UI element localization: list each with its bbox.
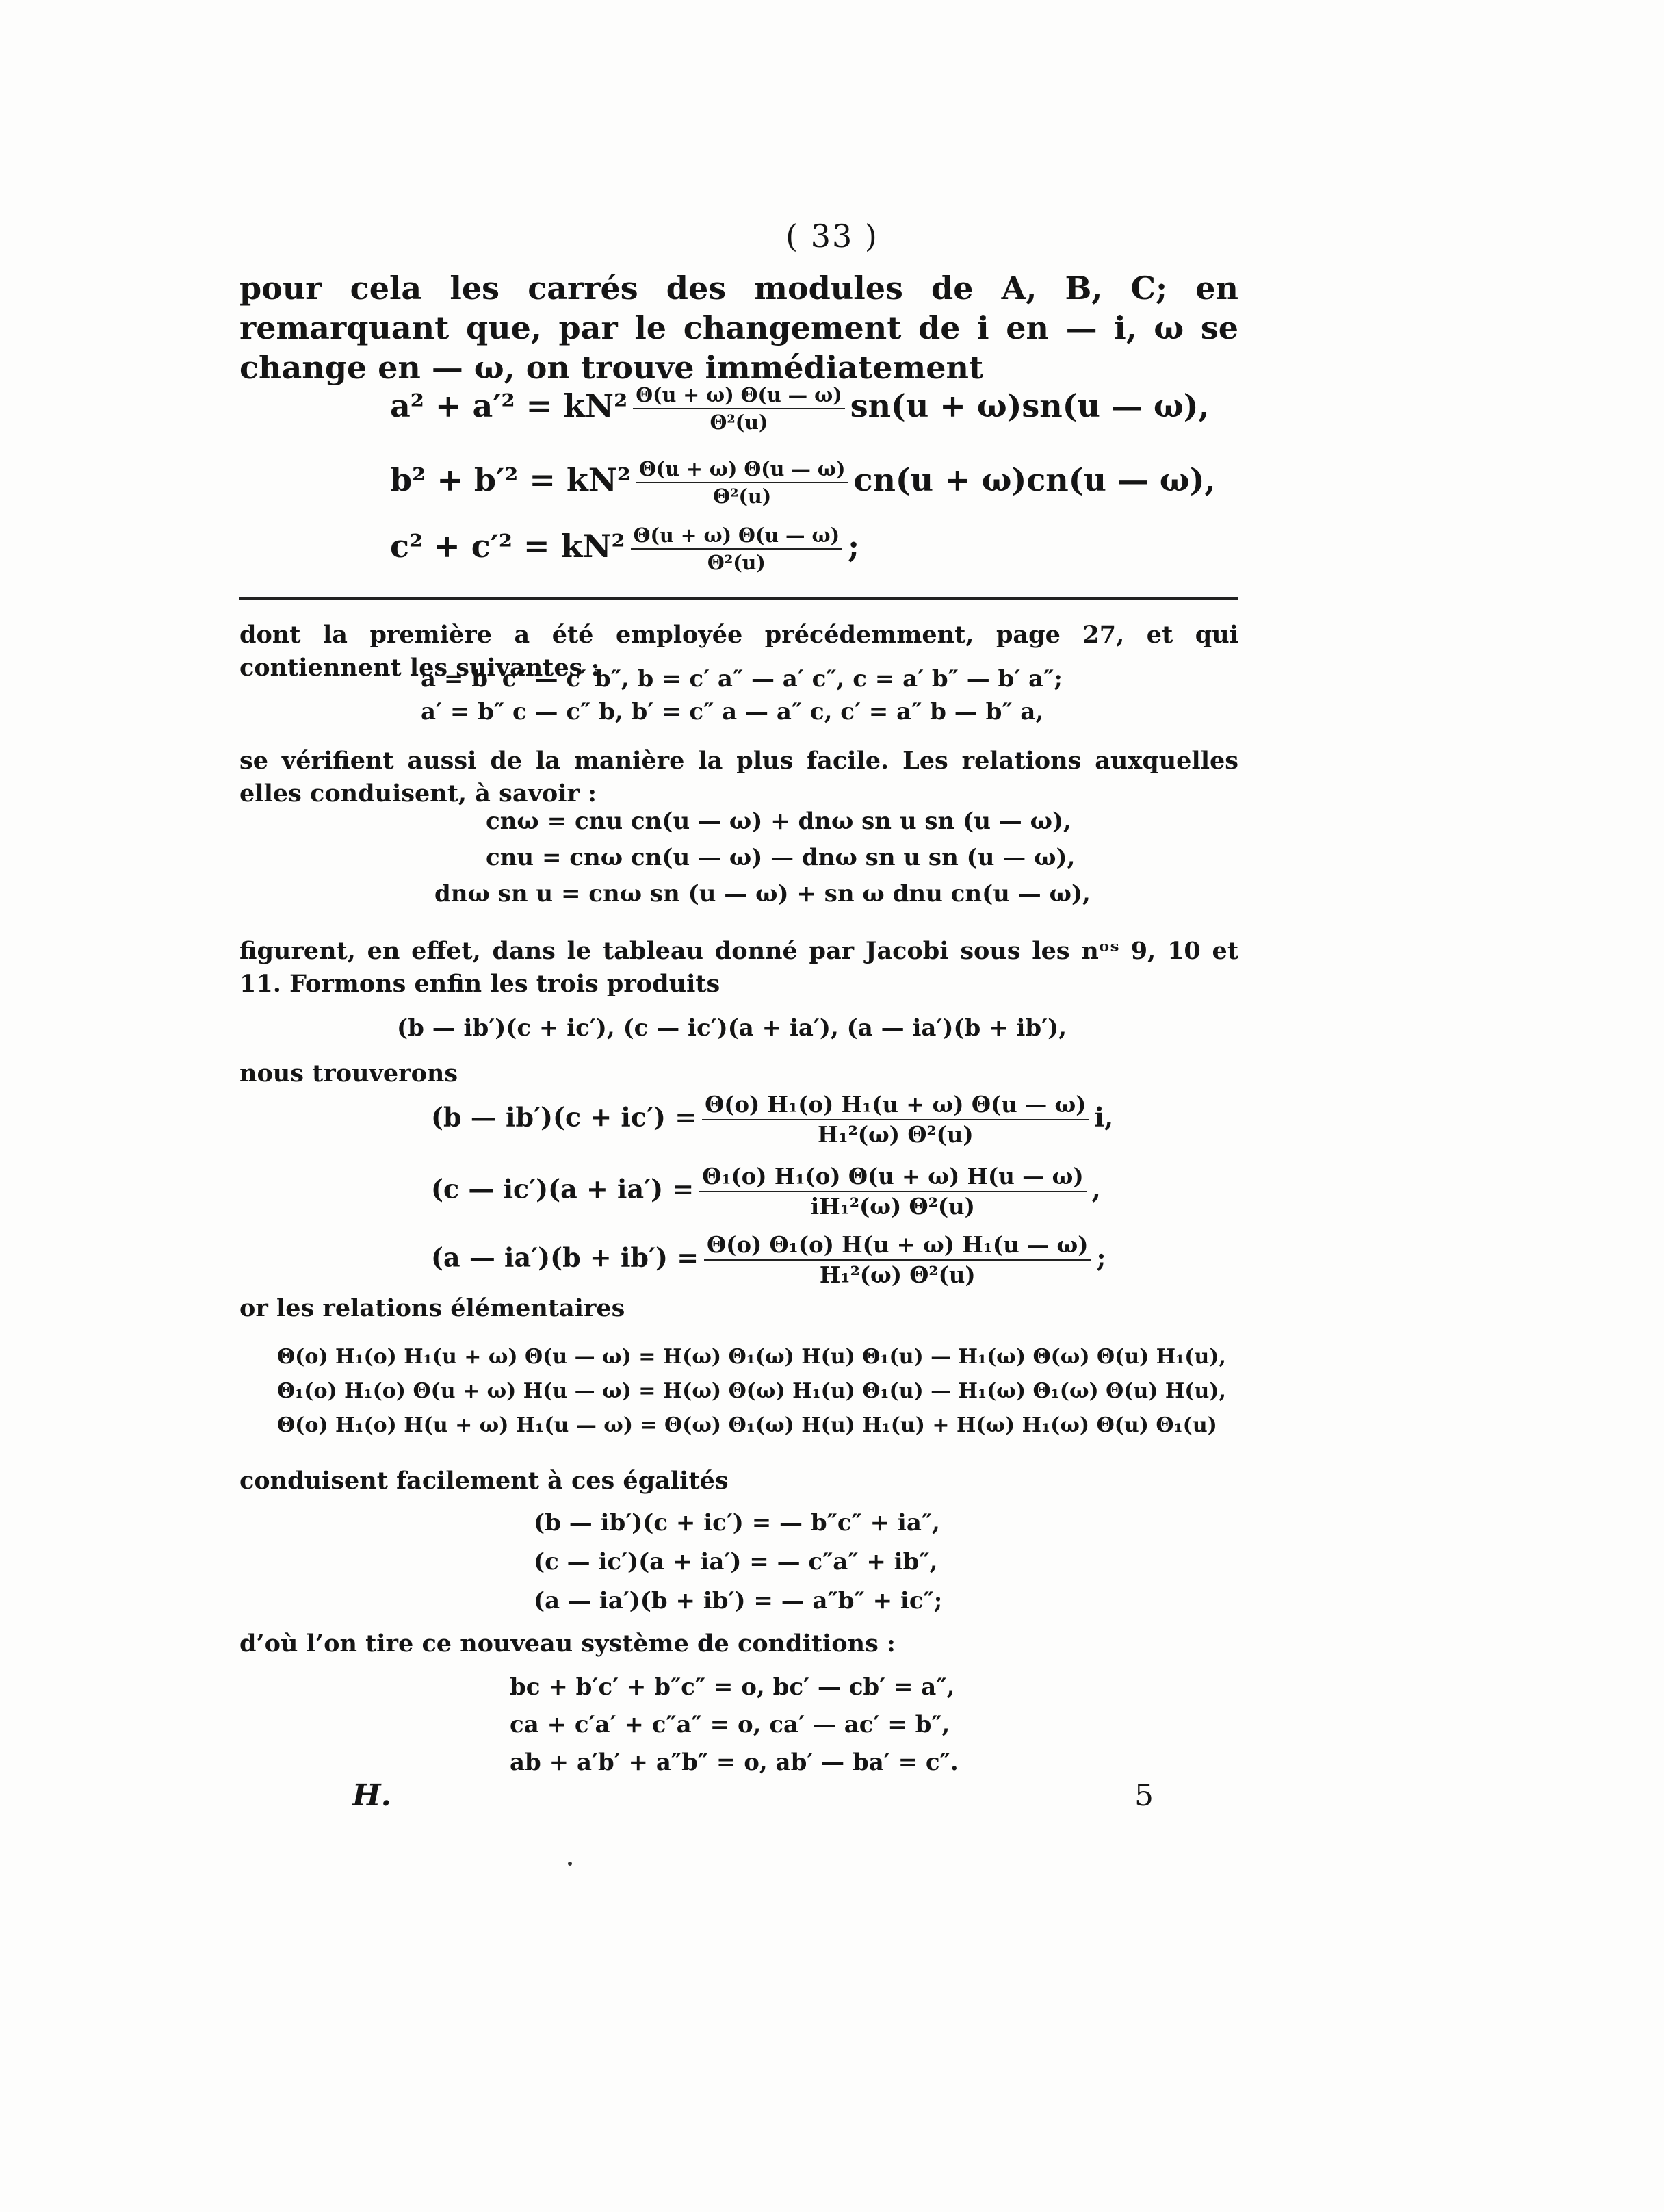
equation-lhs: (b — ib′)(c + ic′) = — [431, 1101, 697, 1133]
denominator: H₁²(ω) Θ²(u) — [817, 1122, 974, 1148]
paragraph-nous-trouverons: nous trouverons — [239, 1059, 458, 1088]
equation-line: (b — ib′)(c + ic′) = — b″c″ + ia″, — [534, 1509, 940, 1536]
fraction — [699, 1163, 1086, 1220]
equation-line: Θ₁(o) H₁(o) Θ(u + ω) H(u — ω) = H(ω) Θ(ω) H₁(u) Θ₁(u) — H₁(ω) Θ₁(ω) Θ(u) H(u), — [277, 1379, 1226, 1403]
equation-product-3 — [431, 1232, 1106, 1288]
equation-line: cnω = cnu cn(u — ω) + dnω sn u sn (u — ω), — [486, 808, 1071, 835]
denominator: H₁²(ω) Θ²(u) — [819, 1262, 976, 1288]
equation-a-squared — [390, 383, 1210, 434]
equation-rhs: ; — [848, 528, 860, 565]
denominator: Θ²(u) — [707, 551, 766, 574]
equation-line: cnu = cnω cn(u — ω) — dnω sn u sn (u — ω), — [486, 844, 1076, 871]
equation-lhs: b² + b′² = kN² — [390, 461, 631, 498]
equation-line: Θ(o) H₁(o) H(u + ω) H₁(u — ω) = Θ(ω) Θ₁(ω) H(u) H₁(u) + H(ω) H₁(ω) Θ(u) Θ₁(u) — [277, 1413, 1217, 1437]
fraction — [704, 1232, 1091, 1288]
numerator: Θ(o) H₁(o) H₁(u + ω) Θ(u — ω) — [702, 1092, 1089, 1120]
fraction — [633, 383, 844, 434]
paragraph-elementaires: or les relations élémentaires — [239, 1294, 625, 1322]
page-header: ( 33 ) — [785, 218, 879, 255]
signature-mark: H. — [352, 1778, 391, 1813]
equation-line: a = b′ c″ — c′ b″, b = c′ a″ — a′ c″, c = a′ b″ — b′ a″; — [421, 665, 1063, 693]
equation-line: Θ(o) H₁(o) H₁(u + ω) Θ(u — ω) = H(ω) Θ₁(ω) H(u) Θ₁(u) — H₁(ω) Θ(ω) Θ(u) H₁(u), — [277, 1345, 1226, 1369]
equation-rhs: ; — [1096, 1242, 1106, 1273]
equation-line: ab + a′b′ + a″b″ = o, ab′ — ba′ = c″. — [510, 1749, 959, 1776]
denominator: iH₁²(ω) Θ²(u) — [810, 1194, 975, 1220]
equation-rhs: cn(u + ω)cn(u — ω), — [853, 461, 1216, 498]
denominator: Θ²(u) — [713, 485, 772, 508]
numerator: Θ₁(o) H₁(o) Θ(u + ω) H(u — ω) — [699, 1163, 1086, 1192]
equation-line: ca + c′a′ + c″a″ = o, ca′ — ac′ = b″, — [510, 1711, 950, 1738]
fraction — [631, 524, 842, 574]
fraction — [636, 457, 848, 508]
ink-speck — [568, 1862, 572, 1866]
equation-line: a′ = b″ c — c″ b, b′ = c″ a — a″ c, c′ = a″ b — b″ a, — [421, 698, 1044, 725]
paragraph-reference: dont la première a été employée précédemment, page 27, et qui contiennent les suivantes : — [239, 621, 1238, 682]
denominator: Θ²(u) — [710, 411, 768, 434]
equation-rhs: , — [1091, 1173, 1101, 1205]
numerator: Θ(o) Θ₁(o) H(u + ω) H₁(u — ω) — [704, 1232, 1091, 1261]
equation-lhs: a² + a′² = kN² — [390, 387, 628, 424]
paragraph-conduisent: conduisent facilement à ces égalités — [239, 1467, 729, 1495]
equation-c-squared — [390, 524, 859, 574]
equation-rhs: i, — [1094, 1101, 1114, 1133]
paragraph-conditions: d’où l’on tire ce nouveau système de conditions : — [239, 1630, 896, 1658]
section-rule — [239, 597, 1238, 600]
equation-line: dnω sn u = cnω sn (u — ω) + sn ω dnu cn(u — ω), — [434, 880, 1091, 908]
paragraph-intro: pour cela les carrés des modules de A, B, C; en remarquant que, par le changement de i en — i, ω se change en — ω, on trouve immédiatement — [239, 270, 1238, 386]
equation-lhs: (a — ia′)(b + ib′) = — [431, 1242, 699, 1273]
numerator: Θ(u + ω) Θ(u — ω) — [636, 457, 848, 483]
equation-lhs: (c — ic′)(a + ia′) = — [431, 1173, 694, 1205]
equation-line: (a — ia′)(b + ib′) = — a″b″ + ic″; — [534, 1587, 943, 1615]
numerator: Θ(u + ω) Θ(u — ω) — [633, 383, 844, 409]
fraction — [702, 1092, 1089, 1148]
equation-lhs: c² + c′² = kN² — [390, 528, 625, 565]
equation-line: bc + b′c′ + b″c″ = o, bc′ — cb′ = a″, — [510, 1673, 955, 1701]
paragraph-jacobi: figurent, en effet, dans le tableau donné par Jacobi sous les nᵒˢ 9, 10 et 11. Formons enfin les trois produits — [239, 937, 1238, 998]
equation-rhs: sn(u + ω)sn(u — ω), — [850, 387, 1210, 424]
numerator: Θ(u + ω) Θ(u — ω) — [631, 524, 842, 550]
equation-product-1 — [431, 1092, 1113, 1148]
equation-product-2 — [431, 1163, 1101, 1220]
equation-b-squared — [390, 457, 1216, 508]
paragraph-relations: se vérifient aussi de la manière la plus facile. Les relations auxquelles elles conduisent, à savoir : — [239, 747, 1238, 808]
equation-line: (c — ic′)(a + ia′) = — c″a″ + ib″, — [534, 1548, 938, 1576]
equation-products: (b — ib′)(c + ic′), (c — ic′)(a + ia′), (a — ia′)(b + ib′), — [397, 1014, 1067, 1042]
sheet-number: 5 — [1134, 1778, 1154, 1813]
